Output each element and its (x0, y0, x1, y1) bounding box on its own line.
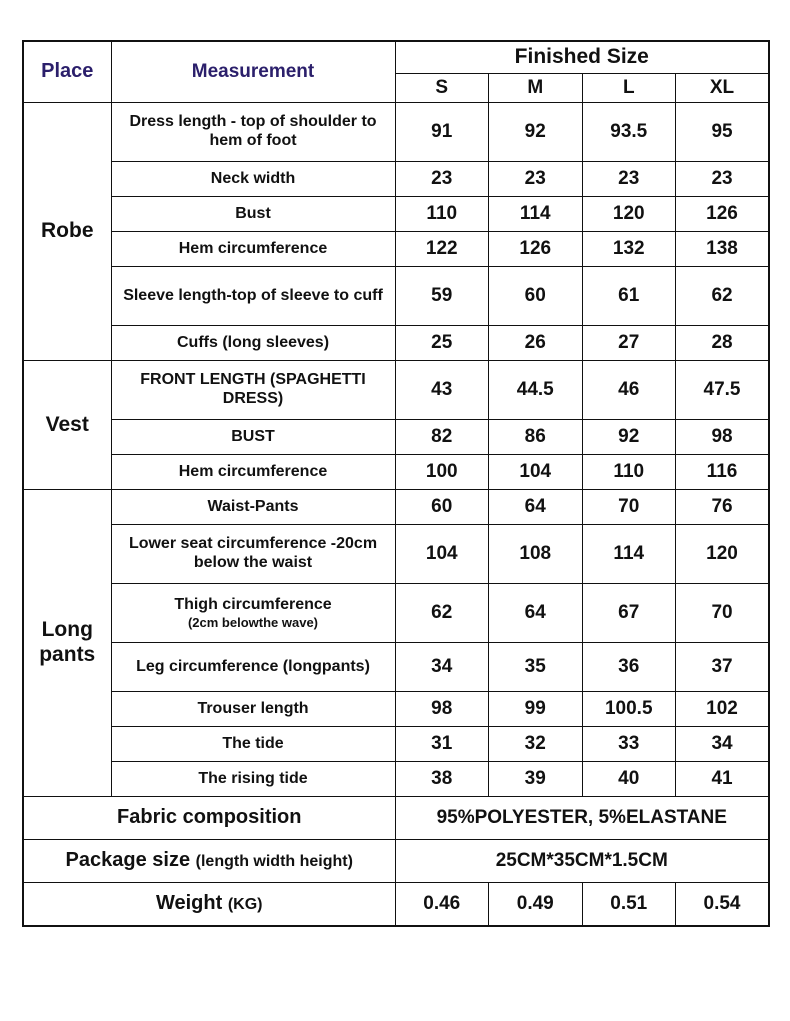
measurement-label: Trouser length (111, 692, 395, 727)
header-place: Place (23, 41, 111, 103)
measurement-label: Hem circumference (111, 455, 395, 490)
table-row (23, 361, 769, 420)
value-cell: 126 (676, 197, 770, 232)
value-cell: 104 (395, 525, 489, 584)
value-cell: 100.5 (582, 692, 676, 727)
measurement-label: FRONT LENGTH (SPAGHETTI DRESS) (111, 361, 395, 420)
weight-value-m: 0.49 (489, 883, 583, 927)
value-cell: 76 (676, 490, 770, 525)
table-row (23, 525, 769, 584)
value-cell: 64 (489, 490, 583, 525)
value-cell: 108 (489, 525, 583, 584)
value-cell: 70 (676, 584, 770, 643)
fabric-composition-row (23, 797, 769, 840)
value-cell: 40 (582, 762, 676, 797)
measurement-label: Cuffs (long sleeves) (111, 326, 395, 361)
measurement-label: Lower seat circumference -20cm below the waist (111, 525, 395, 584)
measurement-label: Thigh circumference (174, 596, 332, 614)
measurement-label: The tide (111, 727, 395, 762)
table-row (23, 643, 769, 692)
value-cell: 110 (395, 197, 489, 232)
value-cell: 91 (395, 103, 489, 162)
package-size-row (23, 840, 769, 883)
measurement-label: Leg circumference (longpants) (111, 643, 395, 692)
measurement-label: BUST (111, 420, 395, 455)
value-cell: 36 (582, 643, 676, 692)
value-cell: 126 (489, 232, 583, 267)
value-cell: 23 (582, 162, 676, 197)
value-cell: 132 (582, 232, 676, 267)
value-cell: 70 (582, 490, 676, 525)
value-cell: 33 (582, 727, 676, 762)
value-cell: 99 (489, 692, 583, 727)
package-size-label (23, 840, 395, 883)
value-cell: 43 (395, 361, 489, 420)
measurement-label: Waist-Pants (111, 490, 395, 525)
header-size-xl: XL (676, 73, 770, 102)
weight-label (23, 883, 395, 927)
value-cell: 93.5 (582, 103, 676, 162)
value-cell: 26 (489, 326, 583, 361)
size-chart-table (22, 40, 770, 927)
weight-value-l: 0.51 (582, 883, 676, 927)
value-cell: 98 (395, 692, 489, 727)
value-cell: 82 (395, 420, 489, 455)
fabric-composition-label: Fabric composition (23, 797, 395, 840)
table-row (23, 584, 769, 643)
measurement-label: Bust (111, 197, 395, 232)
value-cell: 62 (395, 584, 489, 643)
measurement-label: The rising tide (111, 762, 395, 797)
table-row (23, 727, 769, 762)
value-cell: 98 (676, 420, 770, 455)
value-cell: 32 (489, 727, 583, 762)
value-cell: 110 (582, 455, 676, 490)
measurement-label-thigh (111, 584, 395, 643)
header-finished-size: Finished Size (395, 41, 769, 73)
place-vest: Vest (23, 361, 111, 490)
header-size-s: S (395, 73, 489, 102)
table-row (23, 103, 769, 162)
value-cell: 62 (676, 267, 770, 326)
header-size-l: L (582, 73, 676, 102)
table-row (23, 420, 769, 455)
value-cell: 47.5 (676, 361, 770, 420)
value-cell: 104 (489, 455, 583, 490)
value-cell: 61 (582, 267, 676, 326)
value-cell: 100 (395, 455, 489, 490)
value-cell: 44.5 (489, 361, 583, 420)
weight-value-xl: 0.54 (676, 883, 770, 927)
weight-label-text: Weight (155, 892, 223, 915)
place-robe: Robe (23, 103, 111, 361)
fabric-composition-value: 95%POLYESTER, 5%ELASTANE (395, 797, 769, 840)
package-size-label-text: Package size (65, 849, 191, 872)
value-cell: 23 (395, 162, 489, 197)
weight-value-s: 0.46 (395, 883, 489, 927)
value-cell: 59 (395, 267, 489, 326)
value-cell: 23 (676, 162, 770, 197)
value-cell: 34 (395, 643, 489, 692)
weight-row (23, 883, 769, 927)
value-cell: 114 (489, 197, 583, 232)
measurement-label: Dress length - top of shoulder to hem of foot (111, 103, 395, 162)
value-cell: 38 (395, 762, 489, 797)
value-cell: 86 (489, 420, 583, 455)
value-cell: 92 (489, 103, 583, 162)
weight-label-unit: (KG) (227, 896, 263, 914)
table-row (23, 232, 769, 267)
value-cell: 67 (582, 584, 676, 643)
value-cell: 34 (676, 727, 770, 762)
table-row (23, 455, 769, 490)
value-cell: 92 (582, 420, 676, 455)
value-cell: 116 (676, 455, 770, 490)
measurement-label: Sleeve length-top of sleeve to cuff (111, 267, 395, 326)
measurement-label: Hem circumference (111, 232, 395, 267)
table-row (23, 267, 769, 326)
table-row (23, 490, 769, 525)
value-cell: 27 (582, 326, 676, 361)
measurement-label: Neck width (111, 162, 395, 197)
value-cell: 114 (582, 525, 676, 584)
value-cell: 25 (395, 326, 489, 361)
value-cell: 46 (582, 361, 676, 420)
table-header-row (23, 41, 769, 73)
value-cell: 31 (395, 727, 489, 762)
value-cell: 60 (489, 267, 583, 326)
value-cell: 28 (676, 326, 770, 361)
value-cell: 120 (582, 197, 676, 232)
table-row (23, 762, 769, 797)
package-size-label-sub: (length width height) (195, 853, 353, 871)
table-row (23, 162, 769, 197)
value-cell: 102 (676, 692, 770, 727)
measurement-sublabel: (2cm belowthe wave) (187, 614, 319, 630)
header-size-m: M (489, 73, 583, 102)
table-row (23, 197, 769, 232)
table-row (23, 692, 769, 727)
value-cell: 64 (489, 584, 583, 643)
value-cell: 122 (395, 232, 489, 267)
value-cell: 120 (676, 525, 770, 584)
header-measurement: Measurement (111, 41, 395, 103)
value-cell: 35 (489, 643, 583, 692)
value-cell: 37 (676, 643, 770, 692)
value-cell: 23 (489, 162, 583, 197)
value-cell: 95 (676, 103, 770, 162)
value-cell: 60 (395, 490, 489, 525)
value-cell: 41 (676, 762, 770, 797)
package-size-value: 25CM*35CM*1.5CM (395, 840, 769, 883)
value-cell: 138 (676, 232, 770, 267)
table-row (23, 326, 769, 361)
value-cell: 39 (489, 762, 583, 797)
place-long-pants: Long pants (23, 490, 111, 797)
